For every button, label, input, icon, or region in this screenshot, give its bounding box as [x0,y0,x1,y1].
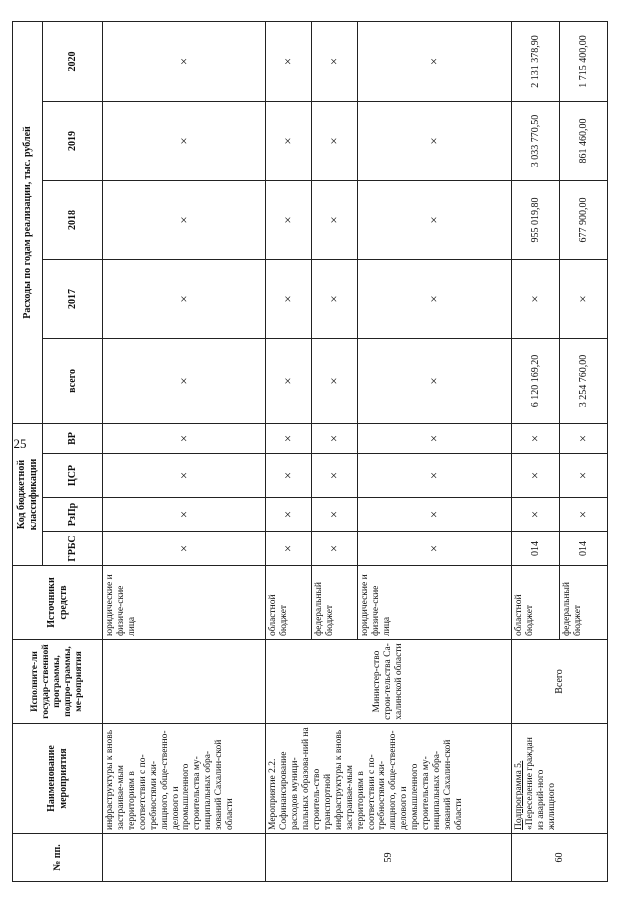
cell-2018: × [266,180,312,259]
cell-rzpr: × [560,498,608,532]
cell-grbs: × [357,532,512,566]
cell-total: 3 254 760,00 [560,338,608,423]
header-2018: 2018 [43,180,103,259]
cell-grbs: 014 [560,532,608,566]
cell-2018: × [357,180,512,259]
header-total: всего [43,338,103,423]
cell-csr: × [266,454,312,498]
cell-vr: × [357,423,512,453]
cell-csr: × [103,454,266,498]
cell-2020: 2 131 378,90 [512,21,560,101]
header-name: Наименование мероприятия [13,724,103,834]
cell-2019: × [311,101,357,180]
row-no: 60 [512,834,608,882]
header-budget-code: Код бюджетной классификации [13,423,43,565]
cell-2020: × [357,21,512,101]
cell-total: × [103,338,266,423]
cell-2017: × [311,259,357,338]
cell-2018: × [311,180,357,259]
cell-vr: × [311,423,357,453]
cell-2019: 3 033 770,50 [512,101,560,180]
header-grbs: ГРБС [43,532,103,566]
subprogram-name: «Переселение граждан из аварий-ного жилищного [525,737,557,830]
row-source: областной бюджет [266,566,312,640]
cell-2019: 861 460,00 [560,101,608,180]
cell-rzpr: × [103,498,266,532]
cell-2018: 677 900,00 [560,180,608,259]
cell-2018: 955 019,80 [512,180,560,259]
header-executor: Исполните-ли государ-ственной программы, подпро-граммы, ме-роприятия [13,640,103,724]
cell-csr: × [512,454,560,498]
page-number: 25 [13,436,27,451]
cell-total: 6 120 169,20 [512,338,560,423]
cell-grbs: 014 [512,532,560,566]
cell-csr: × [311,454,357,498]
cell-2019: × [103,101,266,180]
cell-rzpr: × [311,498,357,532]
cell-2020: 1 715 400,00 [560,21,608,101]
row-source: юридические и физиче-ские лица [103,566,266,640]
cell-vr: × [560,423,608,453]
cell-2020: × [266,21,312,101]
header-csr: ЦСР [43,454,103,498]
row-source: федеральный бюджет [311,566,357,640]
cell-2017: × [103,259,266,338]
header-2017: 2017 [43,259,103,338]
row-source: областной бюджет [512,566,560,640]
budget-table [12,21,608,882]
cell-2020: × [103,21,266,101]
cell-grbs: × [103,532,266,566]
header-2019: 2019 [43,101,103,180]
header-vr: ВР [43,423,103,453]
table-row [512,21,560,881]
cell-total: × [311,338,357,423]
cell-2020: × [311,21,357,101]
cell-csr: × [560,454,608,498]
row-no [103,834,266,882]
row-executor: Министер-ство строи-тельства Са-халинской области [266,640,512,724]
row-no: 59 [266,834,512,882]
cell-2017: × [266,259,312,338]
cell-rzpr: × [512,498,560,532]
header-2020: 2020 [43,21,103,101]
cell-2017: × [357,259,512,338]
row-name [512,724,608,834]
cell-grbs: × [311,532,357,566]
header-rzpr: РзПр [43,498,103,532]
row-executor: Всего [512,640,608,724]
row-executor [103,640,266,724]
table-row [103,21,266,881]
cell-rzpr: × [357,498,512,532]
cell-total: × [266,338,312,423]
cell-2019: × [357,101,512,180]
cell-2017: × [512,259,560,338]
cell-rzpr: × [266,498,312,532]
cell-2017: × [560,259,608,338]
row-source: юридические и физиче-ские лица [357,566,512,640]
cell-2019: × [266,101,312,180]
header-expenses: Расходы по годам реализации, тыс. рублей [13,21,43,423]
row-name: Мероприятие 2.2. Софинансирование расходов муници-пальных образова-ний на строитель-ство транспортной инфраструктуры к вновь застраивае-мым территориям в соответствии с по-требностями жи-лищного, обще-ственно-делового и промышленного строительства му-ниципальных обра-зований Сахалин-ской области [266,724,512,834]
cell-grbs: × [266,532,312,566]
rotated-table-wrapper [12,22,608,882]
cell-vr: × [103,423,266,453]
cell-vr: × [266,423,312,453]
subprogram-title: Подпрограмма 5. [514,760,525,830]
cell-total: × [357,338,512,423]
cell-vr: × [512,423,560,453]
header-no: № пп. [13,834,103,882]
cell-csr: × [357,454,512,498]
cell-2018: × [103,180,266,259]
row-source: федеральный бюджет [560,566,608,640]
table-row [266,21,312,881]
row-name: инфраструктуры к вновь застраивае-мым территориям в соответствии с по-требностями жи-лищного, обще-ственно-делового и промышленного строительства му-ниципальных обра-зований Сахалин-ской области [103,724,266,834]
header-sources: Источники средств [13,566,103,640]
